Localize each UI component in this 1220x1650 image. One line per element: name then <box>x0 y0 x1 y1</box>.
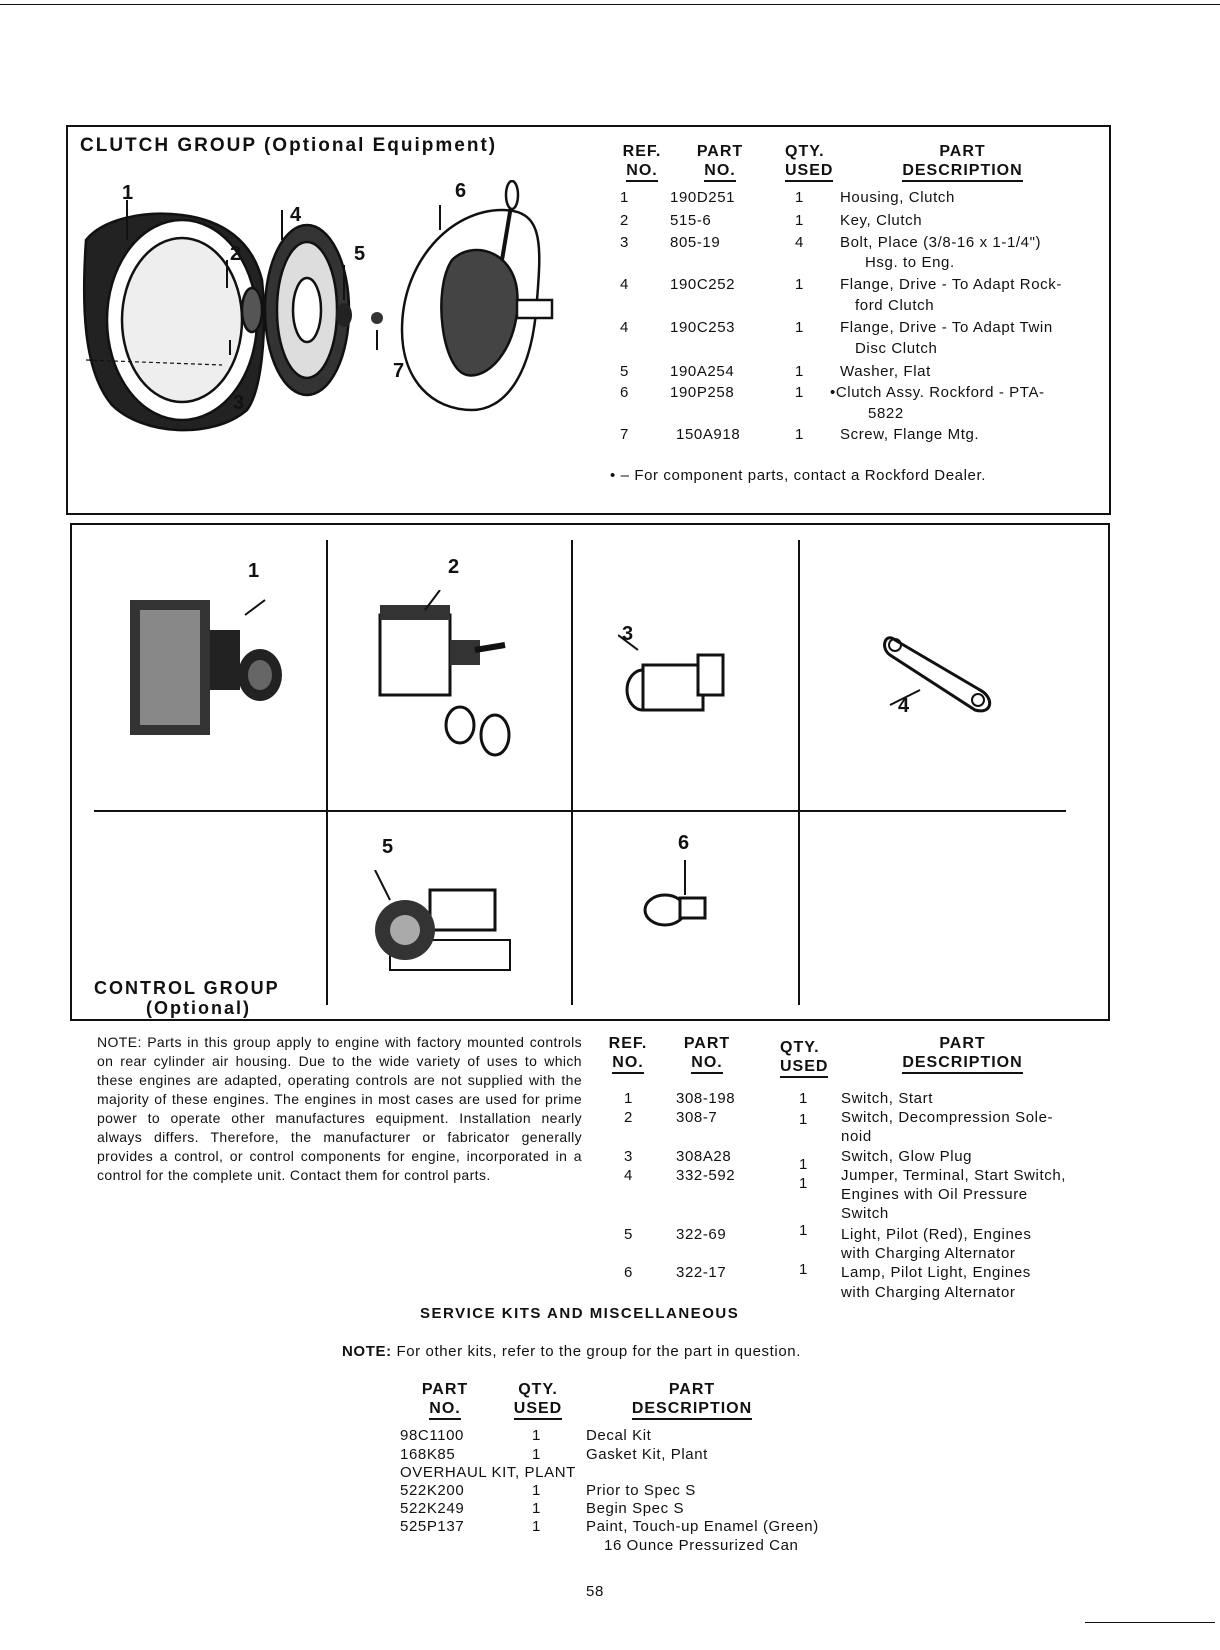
control-header-qty: QTY. USED <box>780 1038 840 1078</box>
table-row-qty: 4 <box>795 234 804 251</box>
table-row-part: 190C253 <box>670 319 736 336</box>
service-header-desc: PART DESCRIPTION <box>622 1380 762 1420</box>
table-row: 7 <box>620 426 629 443</box>
table-row: 522K249 <box>400 1500 465 1517</box>
clutch-callout-1: 1 <box>122 182 134 204</box>
table-row-desc-cont: 5822 <box>868 405 904 422</box>
table-row-part: 322-17 <box>676 1264 727 1281</box>
table-row-desc-cont: 16 Ounce Pressurized Can <box>604 1537 799 1554</box>
service-note <box>342 1342 801 1362</box>
pilot-lamp-drawing <box>640 860 720 930</box>
control-header-desc: PART DESCRIPTION <box>895 1034 1030 1074</box>
grid-divider-horizontal <box>94 810 1066 812</box>
control-callout-5: 5 <box>382 836 394 858</box>
control-note-text: Parts in this group apply to engine with factory mounted controls on rear cylinder air housing. Due to the wide variety of uses to which these engines are adapted, operating controls are not supplied with the majority of these engines. The engines in most cases are used for prime power to operate other manufactures equipment. Installation nearly always differs. Therefore, the manufacturer or fabricator generally provides a control, or control components for engine, incorporated in a control for the complete unit. Contact them for control parts. <box>97 1034 582 1183</box>
table-row-desc-cont: noid <box>841 1128 872 1145</box>
control-callout-4: 4 <box>898 695 910 717</box>
clutch-exploded-view <box>72 180 592 460</box>
table-row-qty: 1 <box>799 1261 808 1278</box>
table-row-desc: Switch, Decompression Sole- <box>841 1109 1054 1126</box>
table-row-desc-cont: ford Clutch <box>855 297 935 314</box>
table-row-part: 308-198 <box>676 1090 736 1107</box>
control-note <box>97 1033 582 1185</box>
table-row: 4 <box>620 319 629 336</box>
service-header-part: PART NO. <box>410 1380 480 1420</box>
table-row-qty: 1 <box>795 212 804 229</box>
clutch-callout-2: 2 <box>230 243 242 265</box>
clutch-callout-7: 7 <box>393 360 405 382</box>
table-row: 168K85 <box>400 1446 456 1463</box>
table-row-qty: 1 <box>795 384 804 401</box>
table-row-desc: Bolt, Place (3/8-16 x 1-1/4") <box>840 234 1042 251</box>
table-row-desc: Washer, Flat <box>840 363 931 380</box>
clutch-assembly-drawing <box>402 181 552 410</box>
page-number: 58 <box>586 1583 604 1600</box>
table-row-part: 190A254 <box>670 363 735 380</box>
control-header-part: PART NO. <box>672 1034 742 1074</box>
table-row-part: 190C252 <box>670 276 736 293</box>
table-row-qty: 1 <box>799 1090 808 1107</box>
clutch-header-part: PART NO. <box>685 142 755 182</box>
table-row: 2 <box>620 212 629 229</box>
table-row: 98C1100 <box>400 1427 464 1444</box>
clutch-header-qty: QTY. USED <box>785 142 845 182</box>
clutch-callout-4: 4 <box>290 204 302 226</box>
decompression-switch-drawing <box>370 590 530 770</box>
table-row-desc-cont: Disc Clutch <box>855 340 938 357</box>
control-group-subtitle: (Optional) <box>146 998 251 1018</box>
control-callout-6: 6 <box>678 832 690 854</box>
table-row-part: 515-6 <box>670 212 712 229</box>
table-row-desc: Prior to Spec S <box>586 1482 696 1499</box>
table-row-desc: Gasket Kit, Plant <box>586 1446 708 1463</box>
table-row-desc: Begin Spec S <box>586 1500 685 1517</box>
service-note-label: NOTE: <box>342 1343 392 1360</box>
table-row-qty: 1 <box>799 1175 808 1192</box>
page-bottom-rule <box>1085 1622 1215 1623</box>
table-row: 522K200 <box>400 1482 465 1499</box>
table-row: 3 <box>620 234 629 251</box>
control-note-label: NOTE: <box>97 1034 142 1050</box>
washer-drawing <box>336 303 352 327</box>
table-row-desc-cont: with Charging Alternator <box>841 1284 1016 1301</box>
glow-plug-switch-drawing <box>618 630 748 720</box>
clutch-callout-3: 3 <box>233 392 245 414</box>
overhaul-kit-label: OVERHAUL KIT, PLANT <box>400 1464 576 1481</box>
grid-divider-3 <box>798 540 800 1005</box>
table-row-desc-cont: with Charging Alternator <box>841 1245 1016 1262</box>
table-row-qty: 1 <box>795 276 804 293</box>
clutch-header-desc: PART DESCRIPTION <box>895 142 1030 182</box>
table-row: 4 <box>620 276 629 293</box>
table-row-desc: Screw, Flange Mtg. <box>840 426 980 443</box>
page-top-rule <box>0 4 1220 5</box>
table-row: 1 <box>620 189 629 206</box>
service-header-qty: QTY. USED <box>508 1380 568 1420</box>
control-callout-2: 2 <box>448 556 460 578</box>
table-row-desc-cont: Hsg. to Eng. <box>865 254 955 271</box>
table-row: 3 <box>624 1148 633 1165</box>
clutch-footnote: • – For component parts, contact a Rockford Dealer. <box>610 467 987 484</box>
table-row-part: 805-19 <box>670 234 721 251</box>
table-row: 525P137 <box>400 1518 465 1535</box>
clutch-callout-6: 6 <box>455 180 467 202</box>
control-callout-3: 3 <box>622 623 634 645</box>
clutch-group-title: CLUTCH GROUP (Optional Equipment) <box>80 135 498 156</box>
grid-divider-2 <box>571 540 573 1005</box>
table-row-qty: 1 <box>795 189 804 206</box>
table-row-qty: 1 <box>532 1482 541 1499</box>
table-row-part: 332-592 <box>676 1167 736 1184</box>
table-row: 6 <box>624 1264 633 1281</box>
table-row-part: 308-7 <box>676 1109 718 1126</box>
table-row: 5 <box>624 1226 633 1243</box>
table-row-qty: 1 <box>532 1446 541 1463</box>
table-row-desc: •Clutch Assy. Rockford - PTA- <box>830 384 1045 401</box>
table-row-desc: Key, Clutch <box>840 212 923 229</box>
table-row-part: 150A918 <box>676 426 741 443</box>
table-row-desc-cont: Switch <box>841 1205 889 1222</box>
table-row-desc: Flange, Drive - To Adapt Rock- <box>840 276 1062 293</box>
table-row-part: 322-69 <box>676 1226 727 1243</box>
table-row-qty: 1 <box>795 426 804 443</box>
table-row-desc: Flange, Drive - To Adapt Twin <box>840 319 1053 336</box>
control-group-title: CONTROL GROUP <box>94 978 280 998</box>
pilot-light-drawing <box>370 870 520 980</box>
table-row-desc: Switch, Glow Plug <box>841 1148 973 1165</box>
table-row-qty: 1 <box>532 1500 541 1517</box>
table-row-desc: Jumper, Terminal, Start Switch, <box>841 1167 1067 1184</box>
table-row-desc: Light, Pilot (Red), Engines <box>841 1226 1032 1243</box>
table-row-qty: 1 <box>799 1111 808 1128</box>
table-row: 4 <box>624 1167 633 1184</box>
table-row-qty: 1 <box>795 319 804 336</box>
table-row: 2 <box>624 1109 633 1126</box>
table-row-part: 308A28 <box>676 1148 732 1165</box>
table-row-desc: Paint, Touch-up Enamel (Green) <box>586 1518 819 1535</box>
table-row-desc: Housing, Clutch <box>840 189 955 206</box>
table-row-qty: 1 <box>532 1427 541 1444</box>
grid-divider-1 <box>326 540 328 1005</box>
table-row-part: 190D251 <box>670 189 736 206</box>
table-row: 1 <box>624 1090 633 1107</box>
service-kits-title: SERVICE KITS AND MISCELLANEOUS <box>420 1305 740 1322</box>
table-row-part: 190P258 <box>670 384 735 401</box>
table-row-desc: Lamp, Pilot Light, Engines <box>841 1264 1031 1281</box>
table-row-desc: Decal Kit <box>586 1427 652 1444</box>
table-row-desc: Switch, Start <box>841 1090 933 1107</box>
table-row: 5 <box>620 363 629 380</box>
table-row-desc-cont: Engines with Oil Pressure <box>841 1186 1028 1203</box>
table-row-qty: 1 <box>795 363 804 380</box>
clutch-header-ref: REF. NO. <box>612 142 672 182</box>
table-row-qty: 1 <box>799 1222 808 1239</box>
table-row-qty: 1 <box>532 1518 541 1535</box>
control-header-ref: REF. NO. <box>598 1034 658 1074</box>
clutch-callout-5: 5 <box>354 243 366 265</box>
screw-drawing <box>371 312 383 324</box>
start-switch-drawing <box>115 570 295 750</box>
control-callout-1: 1 <box>248 560 260 582</box>
service-note-text: For other kits, refer to the group for the part in question. <box>396 1343 801 1360</box>
table-row-qty: 1 <box>799 1156 808 1173</box>
table-row: 6 <box>620 384 629 401</box>
